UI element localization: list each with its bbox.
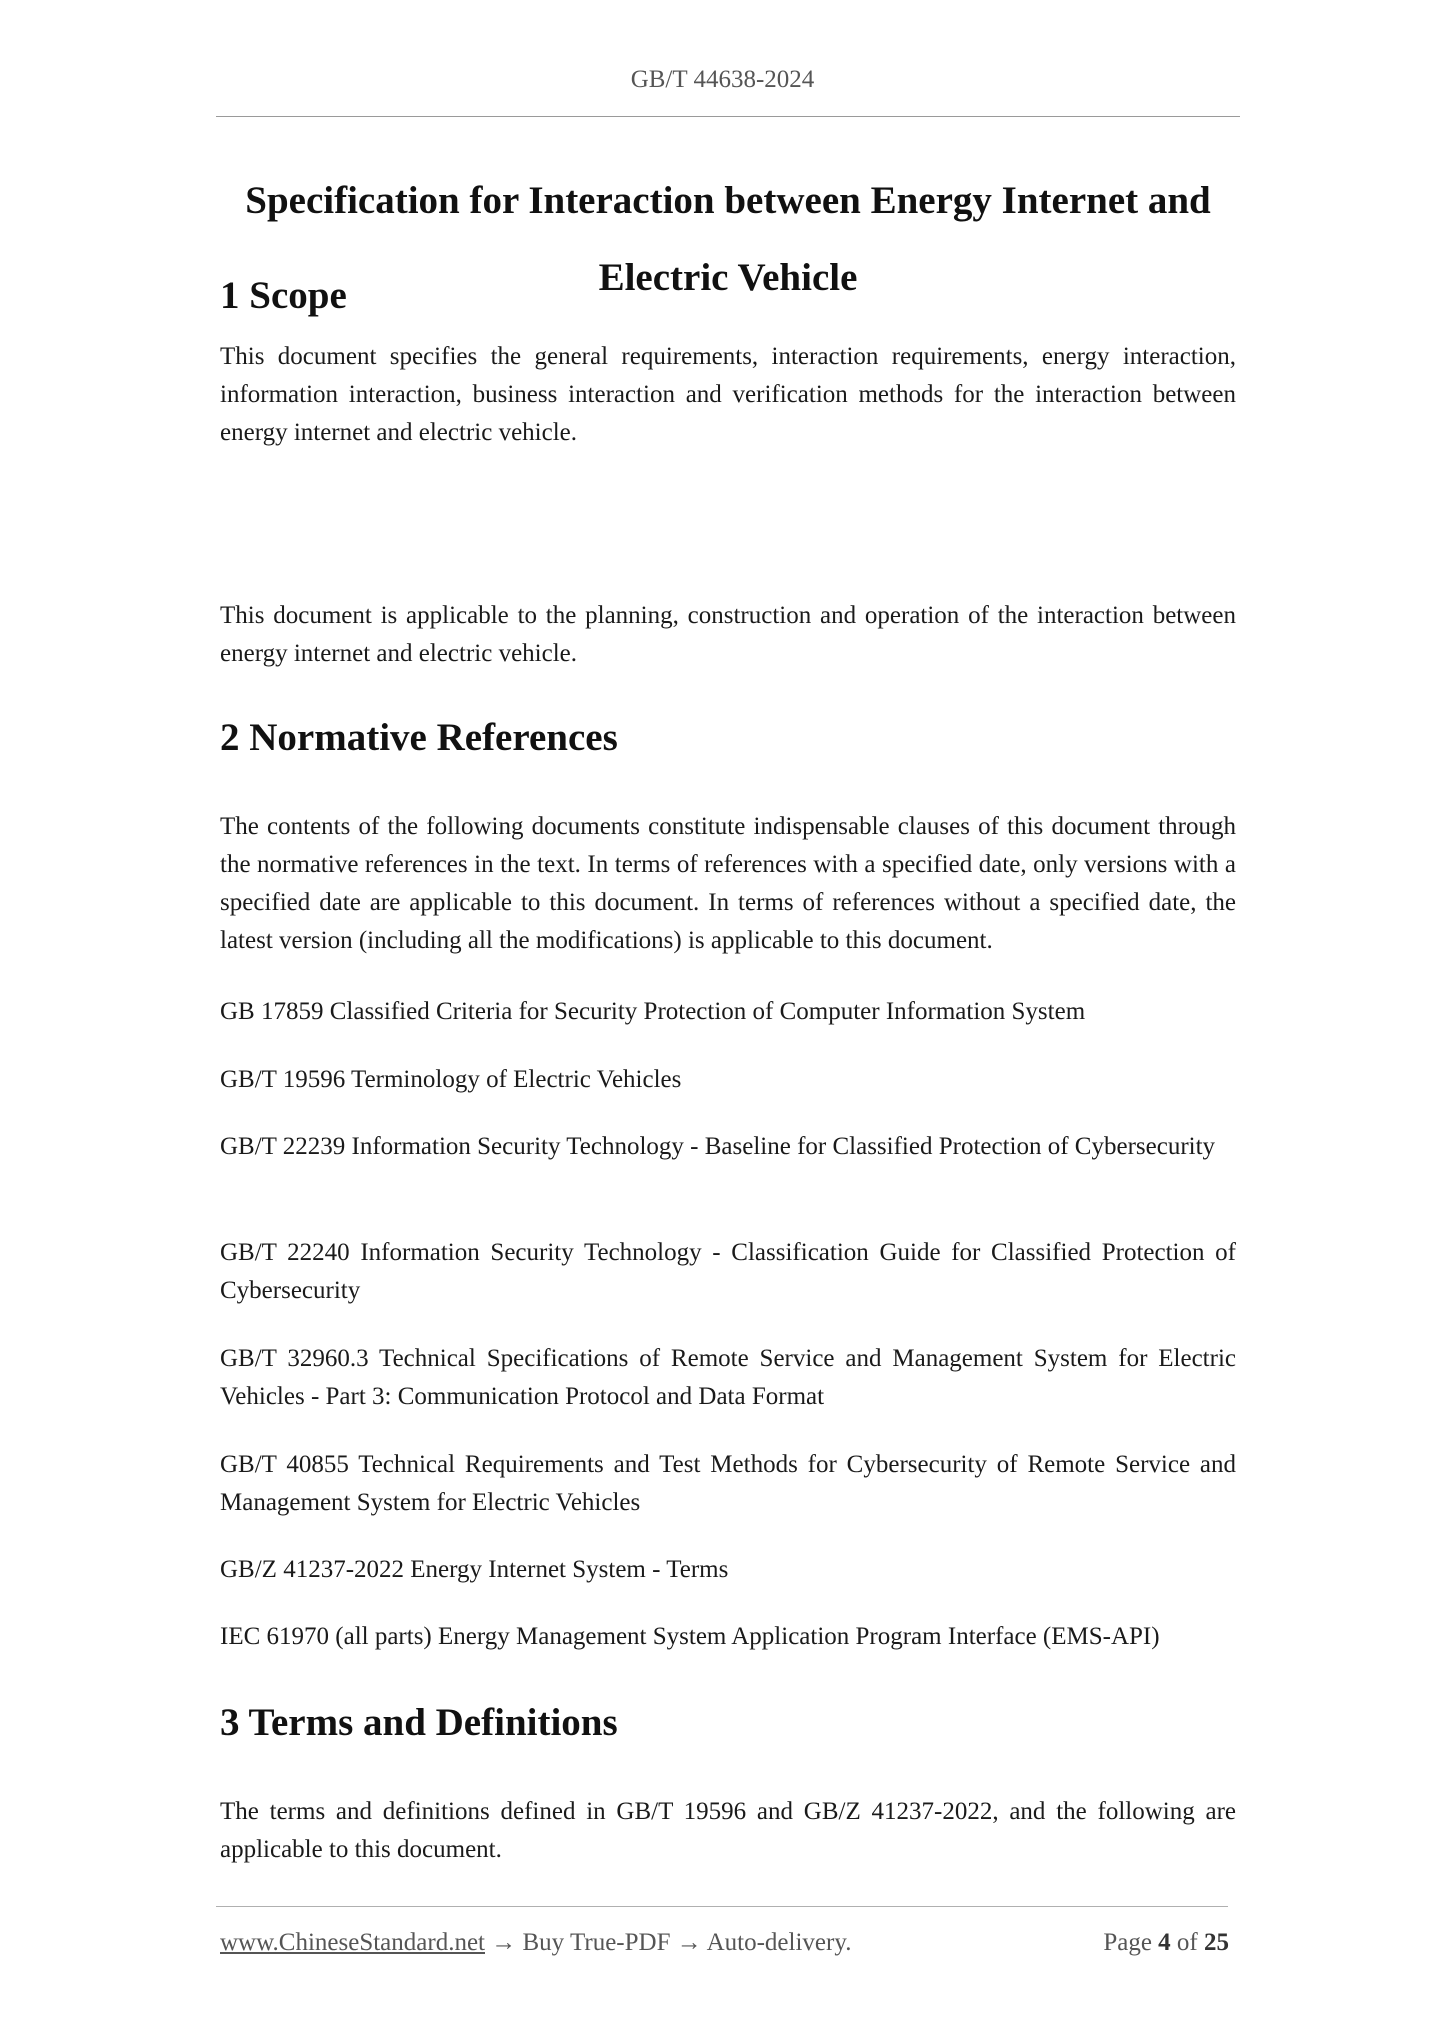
normative-references-intro: The contents of the following documents constitute indispensable clauses of this document through the normative references in the text. In terms of references with a specified date, only versions with a specified date are applicable to this document. In terms of references without a specified date, the latest version (including all the modifications) is applicable to this document. [220, 813, 1236, 954]
section-heading-normative-references: 2 Normative References [220, 716, 618, 759]
reference-item: IEC 61970 (all parts) Energy Management System Application Program Interface (EMS-API) [220, 1623, 1160, 1650]
auto-delivery-text: Auto-delivery. [706, 1929, 852, 1956]
page-total: 25 [1204, 1929, 1229, 1956]
header-divider [216, 116, 1240, 117]
document-title [220, 162, 1236, 316]
footer-promo [220, 1929, 851, 1957]
reference-item: GB/T 32960.3 Technical Specifications of Remote Service and Management System for Electric Vehicles - Part 3: Communication Protocol and Data Format [220, 1345, 1236, 1410]
page-current: 4 [1158, 1929, 1171, 1956]
section-heading-terms-and-definitions: 3 Terms and Definitions [220, 1701, 618, 1744]
arrow-right-icon: → [491, 1929, 517, 1956]
footer-divider [216, 1906, 1228, 1907]
reference-item: GB/T 19596 Terminology of Electric Vehicles [220, 1066, 682, 1093]
section-heading-scope: 1 Scope [220, 274, 347, 317]
document-title-line-1: Specification for Interaction between Energy Internet and [245, 179, 1211, 222]
reference-item: GB/T 22239 Information Security Technology - Baseline for Classified Protection of Cybersecurity [220, 1133, 1216, 1160]
page-indicator [1103, 1929, 1229, 1957]
scope-paragraph-1: This document specifies the general requirements, interaction requirements, energy interaction, information interaction, business interaction and verification methods for the interaction between energy internet and electric vehicle. [220, 343, 1236, 446]
running-header: GB/T 44638-2024 [630, 66, 815, 93]
reference-item: GB/T 40855 Technical Requirements and Test Methods for Cybersecurity of Remote Service and Management System for Electric Vehicles [220, 1451, 1236, 1516]
reference-item: GB/Z 41237-2022 Energy Internet System - Terms [220, 1556, 729, 1583]
reference-item: GB 17859 Classified Criteria for Security Protection of Computer Information System [220, 998, 1086, 1025]
scope-paragraph-2: This document is applicable to the planning, construction and operation of the interaction between energy internet and electric vehicle. [220, 602, 1236, 667]
page-label: Page [1103, 1929, 1152, 1956]
terms-definitions-paragraph: The terms and definitions defined in GB/T 19596 and GB/Z 41237-2022, and the following are applicable to this document. [220, 1798, 1236, 1863]
document-title-line-2: Electric Vehicle [598, 256, 858, 299]
arrow-right-icon: → [676, 1929, 702, 1956]
page-of-label: of [1176, 1929, 1198, 1956]
site-link[interactable]: www.ChineseStandard.net [220, 1929, 485, 1956]
reference-item: GB/T 22240 Information Security Technology - Classification Guide for Classified Protection of Cybersecurity [220, 1239, 1236, 1304]
buy-true-pdf-text: Buy True-PDF [522, 1929, 671, 1956]
